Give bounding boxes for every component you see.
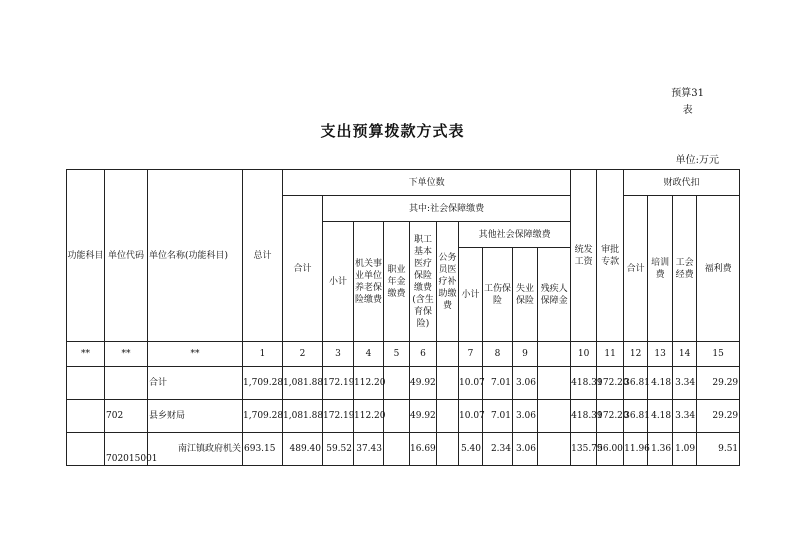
training-cell: 1.36 bbox=[648, 433, 673, 466]
unit-name-cell: 合计 bbox=[148, 367, 243, 400]
pension-cell: 112.20 bbox=[354, 400, 384, 433]
other-total-cell: 5.40 bbox=[459, 433, 483, 466]
wages-cell: 418.39 bbox=[571, 367, 597, 400]
annuity-cell bbox=[384, 400, 410, 433]
index-cell: 1 bbox=[243, 342, 283, 367]
pension-cell: 37.43 bbox=[354, 433, 384, 466]
injury-cell: 2.34 bbox=[483, 433, 513, 466]
total-cell: 1,709.28 bbox=[243, 400, 283, 433]
unit-name-cell: 南江镇政府机关 bbox=[148, 433, 243, 466]
fw-total-cell: 36.81 bbox=[624, 367, 648, 400]
disabled-cell bbox=[538, 367, 571, 400]
disabled-cell bbox=[538, 433, 571, 466]
func-subject-cell bbox=[67, 400, 105, 433]
func-subject-cell bbox=[67, 433, 105, 466]
approved-cell: 172.20 bbox=[597, 367, 624, 400]
small-total-cell: 172.19 bbox=[323, 367, 354, 400]
index-cell: 13 bbox=[648, 342, 673, 367]
index-cell: ** bbox=[105, 342, 148, 367]
index-cell: 11 bbox=[597, 342, 624, 367]
union-cell: 3.34 bbox=[673, 400, 697, 433]
index-cell: 2 bbox=[283, 342, 323, 367]
index-cell bbox=[437, 342, 459, 367]
header-pension: 机关事业单位养老保险缴费 bbox=[354, 222, 384, 342]
form-number bbox=[671, 85, 704, 119]
header-unemployment: 失业保险 bbox=[513, 248, 538, 342]
index-cell: 15 bbox=[697, 342, 740, 367]
injury-cell: 7.01 bbox=[483, 367, 513, 400]
header-annuity: 职业年金缴费 bbox=[384, 222, 410, 342]
union-cell: 3.34 bbox=[673, 367, 697, 400]
func-subject-cell bbox=[67, 367, 105, 400]
wages-cell: 418.39 bbox=[571, 400, 597, 433]
subtotal-cell: 1,081.88 bbox=[283, 400, 323, 433]
header-welfare: 福利费 bbox=[697, 196, 740, 342]
total-cell: 693.15 bbox=[243, 433, 283, 466]
budget-table bbox=[66, 169, 740, 466]
index-cell: 9 bbox=[513, 342, 538, 367]
approved-cell: 172.20 bbox=[597, 400, 624, 433]
index-row bbox=[67, 342, 740, 367]
subtotal-cell: 489.40 bbox=[283, 433, 323, 466]
unemployment-cell: 3.06 bbox=[513, 367, 538, 400]
civil-medical-cell bbox=[437, 433, 459, 466]
form-number-line1: 预算31 bbox=[671, 88, 704, 99]
total-cell: 1,709.28 bbox=[243, 367, 283, 400]
header-fw-total: 合计 bbox=[624, 196, 648, 342]
injury-cell: 7.01 bbox=[483, 400, 513, 433]
header-injury: 工伤保险 bbox=[483, 248, 513, 342]
header-approved-special: 审批专款 bbox=[597, 170, 624, 342]
index-cell: 3 bbox=[323, 342, 354, 367]
other-total-cell: 10.07 bbox=[459, 367, 483, 400]
disabled-cell bbox=[538, 400, 571, 433]
welfare-cell: 9.51 bbox=[697, 433, 740, 466]
annuity-cell bbox=[384, 433, 410, 466]
header-subtotal: 合计 bbox=[283, 196, 323, 342]
unit-code-cell bbox=[105, 367, 148, 400]
header-small-total: 小计 bbox=[323, 222, 354, 342]
header-lower-unit-pay: 下单位数 bbox=[283, 170, 571, 196]
wages-cell: 135.79 bbox=[571, 433, 597, 466]
index-cell: 10 bbox=[571, 342, 597, 367]
pension-cell: 112.20 bbox=[354, 367, 384, 400]
training-cell: 4.18 bbox=[648, 367, 673, 400]
header-disabled: 残疾人保障金 bbox=[538, 248, 571, 342]
welfare-cell: 29.29 bbox=[697, 367, 740, 400]
header-medical: 职工基本医疗保险缴费(含生育保险) bbox=[410, 222, 437, 342]
header-other-social: 其他社会保障缴费 bbox=[459, 222, 571, 248]
unemployment-cell: 3.06 bbox=[513, 433, 538, 466]
index-cell: 7 bbox=[459, 342, 483, 367]
subtotal-cell: 1,081.88 bbox=[283, 367, 323, 400]
medical-cell: 49.92 bbox=[410, 367, 437, 400]
medical-cell: 49.92 bbox=[410, 400, 437, 433]
unit-label: 单位:万元 bbox=[675, 155, 719, 166]
small-total-cell: 172.19 bbox=[323, 400, 354, 433]
welfare-cell: 29.29 bbox=[697, 400, 740, 433]
unemployment-cell: 3.06 bbox=[513, 400, 538, 433]
index-cell: 8 bbox=[483, 342, 513, 367]
table-row bbox=[67, 367, 740, 400]
small-total-cell: 59.52 bbox=[323, 433, 354, 466]
header-of-which-social: 其中:社会保障缴费 bbox=[323, 196, 571, 222]
header-civil-medical: 公务员医疗补助缴费 bbox=[437, 222, 459, 342]
unit-code-cell: 702015001 bbox=[105, 433, 148, 466]
other-total-cell: 10.07 bbox=[459, 400, 483, 433]
unit-name-cell: 县乡财局 bbox=[148, 400, 243, 433]
header-unit-name: 单位名称(功能科目) bbox=[148, 170, 243, 342]
form-number-line2: 表 bbox=[682, 105, 693, 116]
table-row bbox=[67, 433, 740, 466]
training-cell: 4.18 bbox=[648, 400, 673, 433]
approved-cell: 56.00 bbox=[597, 433, 624, 466]
fw-total-cell: 36.81 bbox=[624, 400, 648, 433]
header-finance-withhold: 财政代扣 bbox=[624, 170, 740, 196]
table-row bbox=[67, 400, 740, 433]
index-cell: 14 bbox=[673, 342, 697, 367]
header-training: 培训费 bbox=[648, 196, 673, 342]
fw-total-cell: 11.96 bbox=[624, 433, 648, 466]
annuity-cell bbox=[384, 367, 410, 400]
header-total: 总计 bbox=[243, 170, 283, 342]
index-cell: ** bbox=[148, 342, 243, 367]
medical-cell: 16.69 bbox=[410, 433, 437, 466]
civil-medical-cell bbox=[437, 400, 459, 433]
unit-code-cell: 702 bbox=[105, 400, 148, 433]
union-cell: 1.09 bbox=[673, 433, 697, 466]
index-cell: 4 bbox=[354, 342, 384, 367]
header-other-small-total: 小计 bbox=[459, 248, 483, 342]
header-func-subject: 功能科目 bbox=[67, 170, 105, 342]
index-cell: 5 bbox=[384, 342, 410, 367]
civil-medical-cell bbox=[437, 367, 459, 400]
index-cell: ** bbox=[67, 342, 105, 367]
index-cell bbox=[538, 342, 571, 367]
page-title: 支出预算拨款方式表 bbox=[320, 122, 465, 140]
header-wages: 统发工资 bbox=[571, 170, 597, 342]
header-union: 工会经费 bbox=[673, 196, 697, 342]
index-cell: 6 bbox=[410, 342, 437, 367]
index-cell: 12 bbox=[624, 342, 648, 367]
header-unit-code: 单位代码 bbox=[105, 170, 148, 342]
